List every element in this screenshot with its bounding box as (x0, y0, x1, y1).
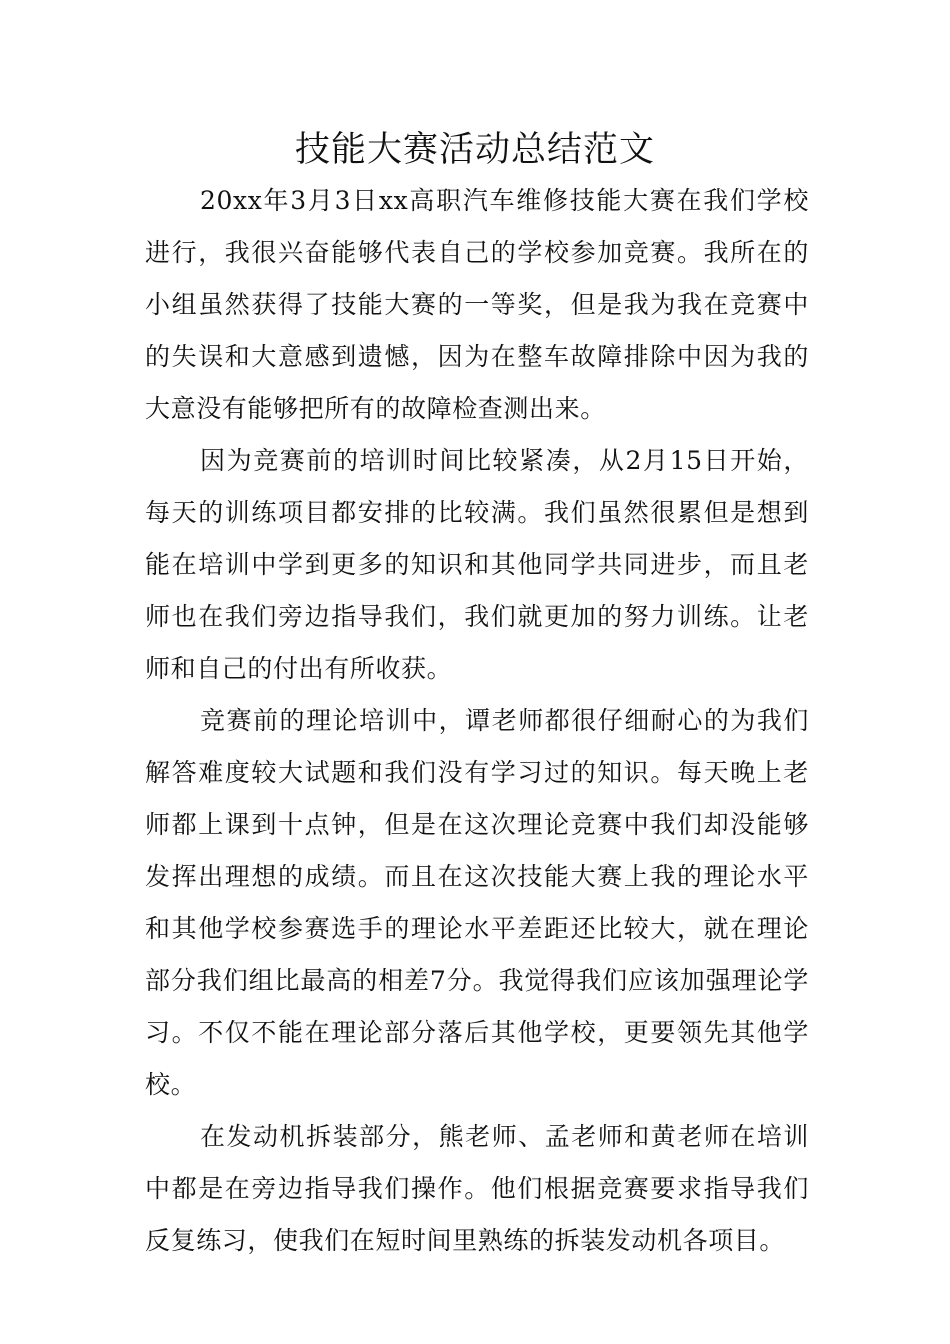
document-body (145, 175, 809, 1267)
paragraph-3: 竞赛前的理论培训中，谭老师都很仔细耐心的为我们解答难度较大试题和我们没有学习过的知识。每天晚上老师都上课到十点钟，但是在这次理论竞赛中我们却没能够发挥出理想的成绩。而且在这次技能大赛上我的理论水平和其他学校参赛选手的理论水平差距还比较大，就在理论部分我们组比最高的相差7分。我觉得我们应该加强理论学习。不仅不能在理论部分落后其他学校，更要领先其他学校。 (145, 706, 809, 1099)
paragraph-1: 20xx年3月3日xx高职汽车维修技能大赛在我们学校进行，我很兴奋能够代表自己的学校参加竞赛。我所在的小组虽然获得了技能大赛的一等奖，但是我为我在竞赛中的失误和大意感到遗憾，因为在整车故障排除中因为我的大意没有能够把所有的故障检查测出来。 (145, 186, 809, 423)
document-title: 技能大赛活动总结范文 (294, 130, 655, 170)
paragraph-2: 因为竞赛前的培训时间比较紧凑，从2月15日开始，每天的训练项目都安排的比较满。我们虽然很累但是想到能在培训中学到更多的知识和其他同学共同进步，而且老师也在我们旁边指导我们，我们就更加的努力训练。让老师和自己的付出有所收获。 (145, 446, 809, 683)
paragraph-4: 在发动机拆装部分，熊老师、孟老师和黄老师在培训中都是在旁边指导我们操作。他们根据竞赛要求指导我们反复练习，使我们在短时间里熟练的拆装发动机各项目。 (145, 1122, 809, 1255)
